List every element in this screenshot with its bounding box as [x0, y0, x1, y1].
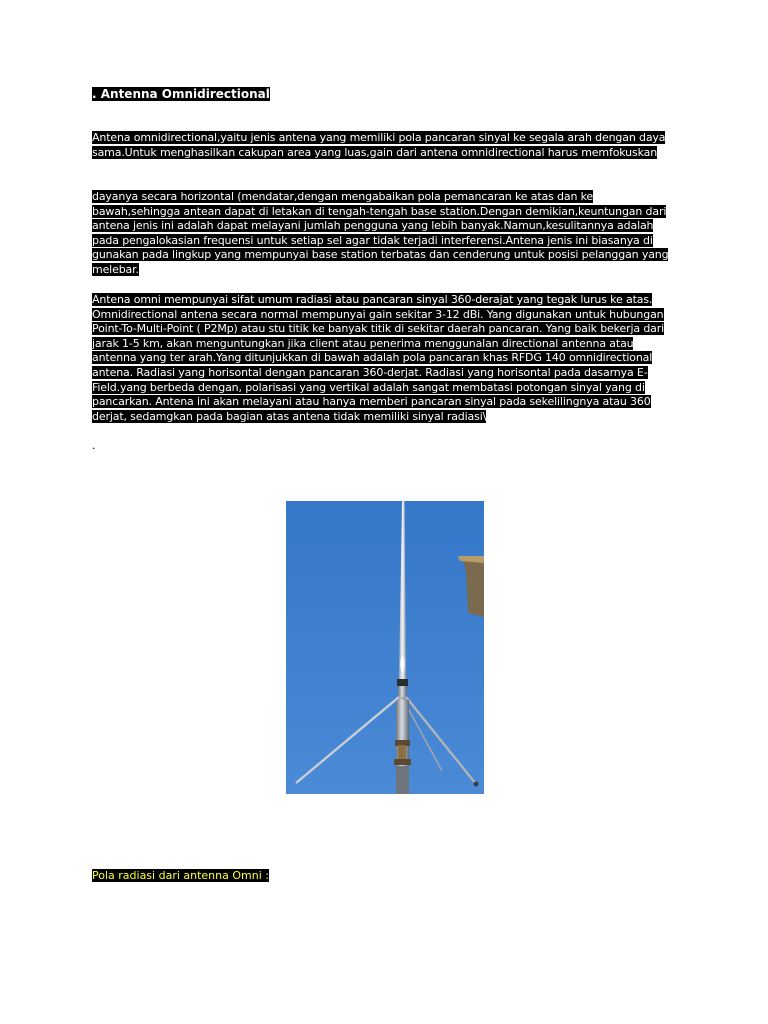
paragraph-3 — [92, 293, 677, 424]
section-heading-text: . Antenna Omnidirectional — [92, 87, 270, 101]
trailing-mark: . — [92, 439, 96, 452]
paragraph-2-text: dayanya secara horizontal (mendatar,dengan mengabaikan pola pemancaran ke atas dan ke bawah,sehingga antean dapat di letakan di tengah-tengah base station.Dengan demikian,keuntungan dari antena jenis ini adalah dapat melayani jumlah pengguna yang lebih banyak.Namun,kesulitannya adalah pada pengalokasian frequensi untuk setiap sel agar tidak terjadi interferensi.Antena jenis ini biasanya di gunakan pada lingkup yang mempunyai base station terbatas dan cenderung untuk posisi pelanggan yang melebar. — [92, 190, 669, 276]
antenna-photo — [286, 501, 484, 794]
paragraph-2 — [92, 190, 677, 278]
photo-antenna-icon — [286, 501, 484, 794]
figure-caption-text: Pola radiasi dari antenna Omni : — [92, 869, 269, 882]
paragraph-1-text: Antena omnidirectional,yaitu jenis antena yang memiliki pola pancaran sinyal ke segala arah dengan daya sama.Untuk menghasilkan cakupan area yang luas,gain dari antena omnidirectional harus memfokuskan — [92, 131, 666, 159]
paragraph-3-text: Antena omni mempunyai sifat umum radiasi atau pancaran sinyal 360-derajat yang tegak lurus ke atas. Omnidirectional antena secara normal mempunyai gain sekitar 3-12 dBi. Yang digunakan untuk hubungan Point-To-Multi-Point ( P2Mp) atau stu titik ke banyak titik di sekitar daerah pancaran. Yang baik bekerja dari jarak 1-5 km, akan menguntungkan jika client atau penerima menggunalan directional antenna atau antenna yang ter arah.Yang ditunjukkan di bawah adalah pola pancaran khas RFDG 140 omnidirectional antena. Radiasi yang horisontal dengan pancaran 360-derjat. Radiasi yang horisontal pada dasarnya E-Field.yang berbeda dengan, polarisasi yang vertikal adalah sangat membatasi potongan sinyal yang di pancarkan. Antena ini akan melayani atau hanya memberi pancaran sinyal pada sekelilingnya atau 360 derjat, sedamgkan pada bagian atas antena tidak memiliki sinyal radiasi\ — [92, 293, 665, 423]
paragraph-1 — [92, 131, 677, 160]
section-heading — [92, 87, 270, 102]
figure-caption — [92, 869, 269, 883]
